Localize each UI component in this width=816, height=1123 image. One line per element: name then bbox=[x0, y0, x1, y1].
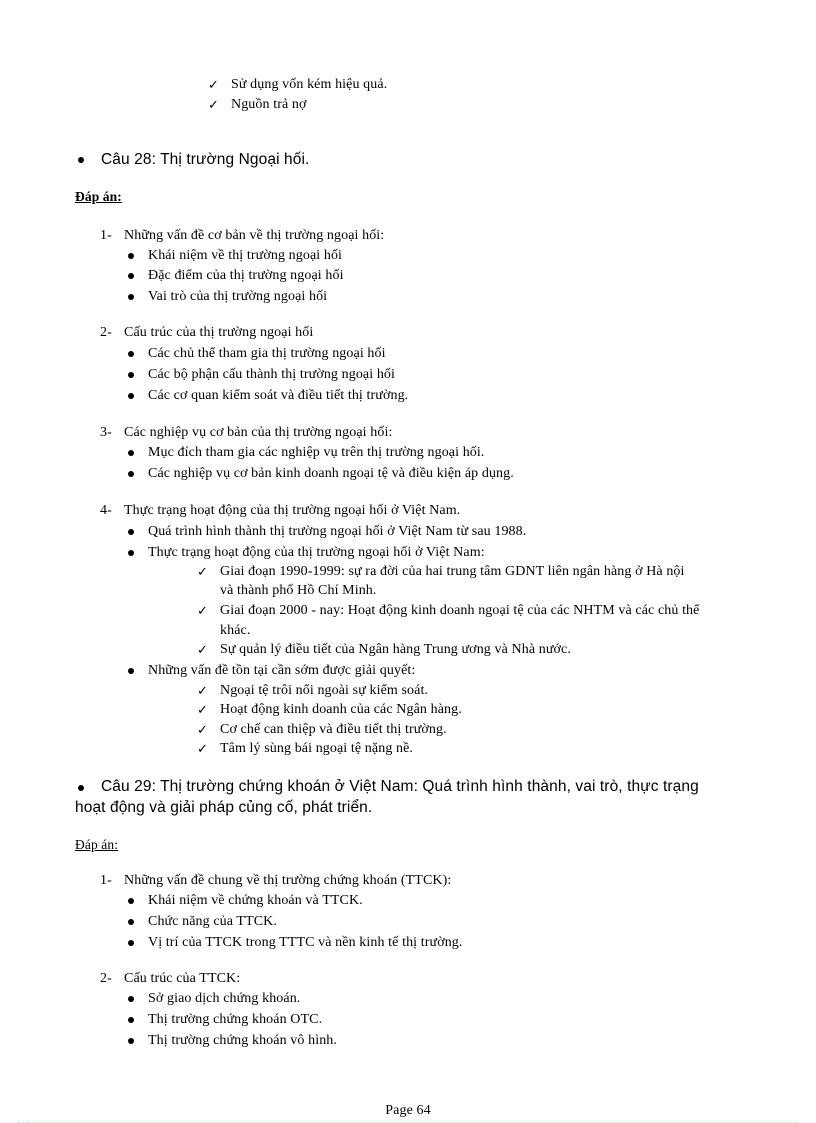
list-item: Thị trường chứng khoán vô hình. bbox=[148, 1033, 337, 1048]
list-item: Tâm lý sùng bái ngoại tệ nặng nề. bbox=[220, 741, 414, 756]
checkmark-icon: ✓ bbox=[197, 564, 208, 579]
checkmark-icon: ✓ bbox=[197, 642, 208, 657]
bullet-icon bbox=[128, 529, 134, 535]
question-28-title: Câu 28: Thị trường Ngoại hối. bbox=[101, 151, 310, 168]
list-item: Giai đoạn 1990-1999: sự ra đời của hai trung tâm GDNT liên ngân hàng ở Hà nội bbox=[220, 564, 685, 579]
list-item: Các bộ phận cấu thành thị trường ngoại hối bbox=[148, 367, 396, 382]
list-item: Vai trò của thị trường ngoại hối bbox=[148, 289, 328, 304]
bullet-icon bbox=[128, 919, 134, 925]
checkmark-icon: ✓ bbox=[197, 741, 208, 756]
bullet-icon bbox=[128, 1017, 134, 1023]
checkmark-icon: ✓ bbox=[197, 722, 208, 737]
bullet-icon bbox=[128, 372, 134, 378]
list-item: Thực trạng hoạt động của thị trường ngoại hối ở Việt Nam: bbox=[148, 545, 485, 560]
list-item: Cơ chế can thiệp và điều tiết thị trường. bbox=[220, 722, 447, 737]
checkmark-icon: ✓ bbox=[208, 97, 219, 112]
list-item: Nguồn trả nợ bbox=[231, 97, 307, 112]
section-number: 3- bbox=[100, 425, 112, 440]
section-number: 1- bbox=[100, 873, 112, 888]
section-number: 4- bbox=[100, 503, 112, 518]
checkmark-icon: ✓ bbox=[208, 77, 219, 92]
bullet-icon bbox=[128, 898, 134, 904]
list-item-continuation: và thành phố Hồ Chí Minh. bbox=[220, 583, 377, 598]
list-item: Đặc điểm của thị trường ngoại hối bbox=[148, 268, 344, 283]
section-number: 2- bbox=[100, 971, 112, 986]
section-title: Những vấn đề cơ bản về thị trường ngoại hối: bbox=[124, 228, 385, 243]
bullet-icon bbox=[128, 550, 134, 556]
question-29-title: Câu 29: Thị trường chứng khoán ở Việt Nam: Quá trình hình thành, vai trò, thực trạng bbox=[101, 778, 699, 795]
list-item: Những vấn đề tồn tại cần sớm được giải quyết: bbox=[148, 663, 416, 678]
list-item: Các nghiệp vụ cơ bản kinh doanh ngoại tệ và điều kiện áp dụng. bbox=[148, 466, 514, 481]
list-item-continuation: khác. bbox=[220, 623, 251, 638]
section-title: Những vấn đề chung về thị trường chứng khoán (TTCK): bbox=[124, 873, 452, 888]
bullet-icon bbox=[128, 450, 134, 456]
list-item: Chức năng của TTCK. bbox=[148, 914, 277, 929]
list-item: Hoạt động kinh doanh của các Ngân hàng. bbox=[220, 702, 462, 717]
bullet-icon bbox=[128, 273, 134, 279]
bullet-icon bbox=[128, 294, 134, 300]
section-title: Cấu trúc của thị trường ngoại hối bbox=[124, 325, 314, 340]
list-item: Sở giao dịch chứng khoán. bbox=[148, 991, 301, 1006]
section-number: 1- bbox=[100, 228, 112, 243]
question-29-title-continuation: hoạt động và giải pháp củng cố, phát triển. bbox=[75, 799, 373, 816]
bullet-icon bbox=[128, 996, 134, 1002]
list-item: Khái niệm về chứng khoán và TTCK. bbox=[148, 893, 363, 908]
bullet-icon bbox=[78, 157, 84, 163]
list-item: Vị trí của TTCK trong TTTC và nền kinh tế thị trường. bbox=[148, 935, 463, 950]
section-number: 2- bbox=[100, 325, 112, 340]
list-item: Thị trường chứng khoán OTC. bbox=[148, 1012, 323, 1027]
answer-label: Đáp án: bbox=[75, 189, 122, 204]
list-item: Ngoại tệ trôi nổi ngoài sự kiểm soát. bbox=[220, 683, 429, 698]
bullet-icon bbox=[128, 940, 134, 946]
bullet-icon bbox=[128, 351, 134, 357]
list-item: Các chủ thể tham gia thị trường ngoại hối bbox=[148, 346, 386, 361]
bullet-icon bbox=[128, 1038, 134, 1044]
section-title: Cấu trúc của TTCK: bbox=[124, 971, 241, 986]
checkmark-icon: ✓ bbox=[197, 603, 208, 618]
page-number: Page 64 bbox=[385, 1103, 431, 1118]
list-item: Giai đoạn 2000 - nay: Hoạt động kinh doanh ngoại tệ của các NHTM và các chủ thể bbox=[220, 603, 700, 618]
bullet-icon bbox=[128, 668, 134, 674]
checkmark-icon: ✓ bbox=[197, 683, 208, 698]
section-title: Thực trạng hoạt động của thị trường ngoại hối ở Việt Nam. bbox=[124, 503, 461, 518]
list-item: Quá trình hình thành thị trường ngoại hối ở Việt Nam từ sau 1988. bbox=[148, 524, 527, 539]
bullet-icon bbox=[128, 471, 134, 477]
list-item: Sử dụng vốn kém hiệu quả. bbox=[231, 77, 388, 92]
bullet-icon bbox=[128, 253, 134, 259]
answer-label: Đáp án: bbox=[75, 837, 119, 852]
list-item: Các cơ quan kiểm soát và điều tiết thị trường. bbox=[148, 388, 409, 403]
list-item: Khái niệm về thị trường ngoại hối bbox=[148, 248, 343, 263]
bullet-icon bbox=[128, 393, 134, 399]
checkmark-icon: ✓ bbox=[197, 702, 208, 717]
list-item: Mục đích tham gia các nghiệp vụ trên thị trường ngoại hối. bbox=[148, 445, 485, 460]
list-item: Sự quản lý điều tiết của Ngân hàng Trung ương và Nhà nước. bbox=[220, 642, 571, 657]
section-title: Các nghiệp vụ cơ bản của thị trường ngoại hối: bbox=[124, 425, 393, 440]
bullet-icon bbox=[78, 785, 84, 791]
